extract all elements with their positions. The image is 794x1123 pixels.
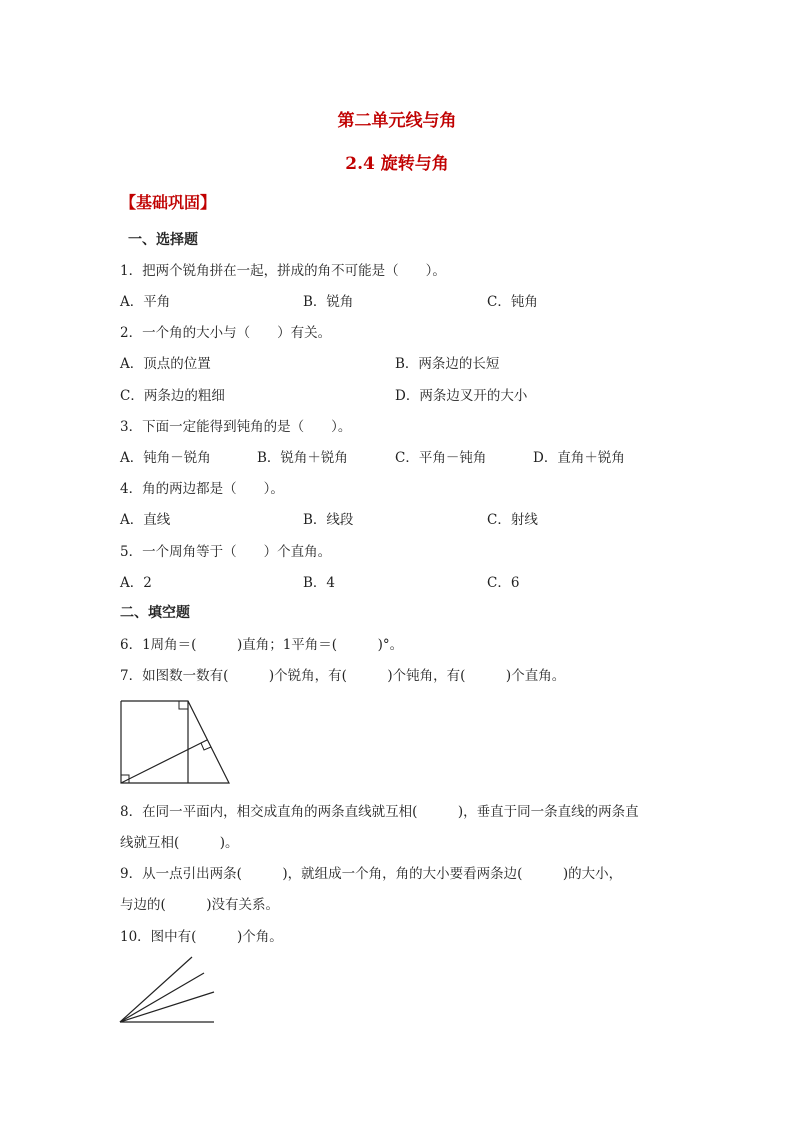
q1-option-b: B．锐角 xyxy=(303,294,354,310)
right-angle-mark-top xyxy=(179,701,188,709)
question-1: 1．把两个锐角拼在一起，拼成的角不可能是（ ）。 xyxy=(120,263,446,279)
question-9-line-2: 与边的( )没有关系。 xyxy=(120,897,280,913)
question-10: 10．图中有( )个角。 xyxy=(120,929,283,945)
ray-2 xyxy=(120,973,204,1022)
q5-option-c: C．6 xyxy=(487,575,520,591)
question-3: 3．下面一定能得到钝角的是（ ）。 xyxy=(120,419,352,435)
q2-option-a: A．顶点的位置 xyxy=(120,356,211,372)
question-6: 6．1周角＝( )直角；1平角＝( )°。 xyxy=(120,637,404,653)
question-4: 4．角的两边都是（ ）。 xyxy=(120,481,284,497)
choice-section-heading: 一、选择题 xyxy=(128,232,198,248)
trapezoid-outline xyxy=(121,701,229,783)
page-subtitle: 2.4 旋转与角 xyxy=(345,154,449,174)
question-2: 2．一个角的大小与（ ）有关。 xyxy=(120,325,332,341)
question-9-line-1: 9．从一点引出两条( )，就组成一个角，角的大小要看两条边( )的大小， xyxy=(120,866,623,882)
q3-option-b: B．锐角＋锐角 xyxy=(257,450,348,466)
ray-3 xyxy=(120,992,214,1022)
q3-option-a: A．钝角－锐角 xyxy=(120,450,211,466)
q3-option-d: D．直角＋锐角 xyxy=(533,450,625,466)
q5-option-b: B．4 xyxy=(303,575,336,591)
page-title: 第二单元线与角 xyxy=(337,111,457,131)
q4-option-a: A．直线 xyxy=(120,512,171,528)
q4-option-c: C．射线 xyxy=(487,512,538,528)
diagonal-segment xyxy=(121,740,207,783)
q10-figure xyxy=(118,955,218,1027)
q1-option-a: A．平角 xyxy=(120,294,171,310)
q5-option-a: A．2 xyxy=(120,575,152,591)
question-5: 5．一个周角等于（ ）个直角。 xyxy=(120,544,332,560)
ray-1 xyxy=(120,957,192,1022)
question-8-line-1: 8．在同一平面内，相交成直角的两条直线就互相( )，垂直于同一条直线的两条直 xyxy=(120,804,639,820)
q7-figure xyxy=(118,698,233,788)
question-7: 7．如图数一数有( )个锐角，有( )个钝角，有( )个直角。 xyxy=(120,668,566,684)
q4-option-b: B．线段 xyxy=(303,512,354,528)
q2-option-d: D．两条边叉开的大小 xyxy=(395,388,528,404)
q1-option-c: C．钝角 xyxy=(487,294,538,310)
question-8-line-2: 线就互相( )。 xyxy=(120,835,239,851)
category-heading: 【基础巩固】 xyxy=(120,193,217,212)
q2-option-b: B．两条边的长短 xyxy=(395,356,500,372)
fill-section-heading: 二、填空题 xyxy=(120,605,190,621)
q2-option-c: C．两条边的粗细 xyxy=(120,388,225,404)
q3-option-c: C．平角－钝角 xyxy=(395,450,487,466)
